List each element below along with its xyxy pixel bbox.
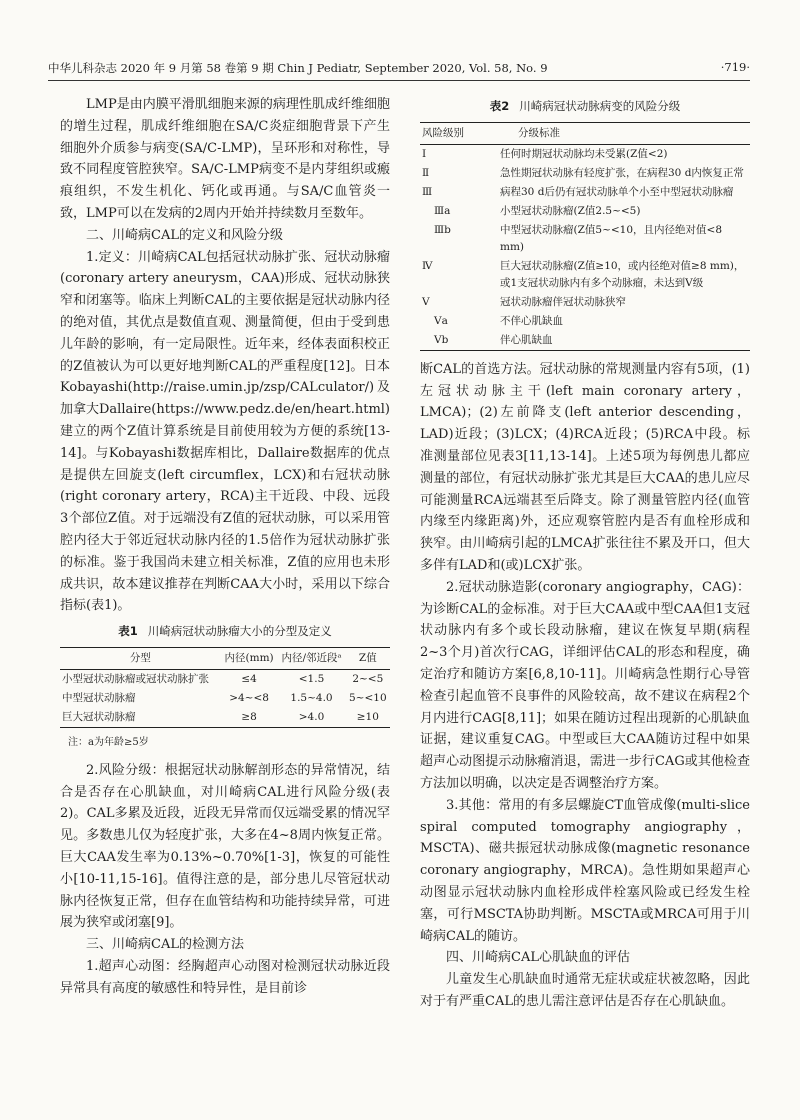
paragraph-echo: 1.超声心动图：经胸超声心动图对检测冠状动脉近段异常具有高度的敏感性和特异性，是目前诊 bbox=[60, 958, 390, 996]
table-cell: 1.5~4.0 bbox=[290, 691, 333, 704]
paragraph-measurement: 断CAL的首选方法。冠状动脉的常规测量内容有5项，(1)左冠状动脉主干(left main coronary artery，LMCA)；(2)左前降支(left anterior descending，LAD)近段；(3)LCX；(4)RCA近段；(5)RCA中段。标准测量部位见表3[11,13-14]。上述5项为每例患儿都应测量的部位，有冠状动脉扩张尤其是巨大CAA的患儿应尽可能测量RCA远端甚至后降支。除了测量管腔内径(血管内缘至内缘距离)外，还应观察管腔内是否有血栓形成和狭窄。由川崎病引起的LMCA扩张往往不累及开口，但大多伴有LAD和(或)LCX扩张。 bbox=[420, 361, 750, 573]
table-row bbox=[420, 257, 750, 293]
table1 bbox=[60, 647, 390, 728]
table-cell: <1.5 bbox=[298, 672, 325, 685]
table1-caption bbox=[60, 621, 390, 643]
table-cell: >4~<8 bbox=[229, 691, 269, 704]
paragraph-risk-grading: 2.风险分级：根据冠状动脉解剖形态的异常情况，结合是否存在心肌缺血，对川崎病CAL进行风险分级(表2)。CAL多累及近段，近段无异常而仅远端受累的情况罕见。多数患儿仅为轻度扩张，大多在4~8周内恢复正常。巨大CAA发生率为0.13%~0.70%[1-3]，恢复的可能性小[10-11,15-16]。值得注意的是，部分患儿尽管冠状动脉内径恢复正常，但存在血管结构和功能持续异常，可进展为狭窄或闭塞[9]。 bbox=[60, 762, 390, 931]
paragraph-definition: 1.定义：川崎病CAL包括冠状动脉扩张、冠状动脉瘤(coronary artery aneurysm，CAA)形成、冠状动脉狭窄和闭塞等。临床上判断CAL的主要依据是冠状动脉内径的绝对值，其优点是数值直观、测量简便，但由于受到患儿年龄的影响，有一定局限性。近年来，经体表面积校正的Z值被认为可以更好地判断CAL的严重程度[12]。日本Kobayashi(http://raise.umin.jp/zsp/CALculator/)及加拿大Dallaire(https://www.pedz.de/en/heart.html)建立的两个Z值计算系统是目前使用较为方便的系统[13-14]。与Kobayashi数据库相比，Dallaire数据库的优点是提供左回旋支(left circumflex，LCX)和右冠状动脉(right coronary artery，RCA)主干近段、中段、远段3个部位Z值。对于远端没有Z值的冠状动脉，可以采用管腔内径大于邻近冠状动脉内径的1.5倍作为冠状动脉扩张的标准。鉴于我国尚未建立相关标准，Z值的应用也未形成共识，故本建议推荐在判断CAA大小时，采用以下综合指标(表1)。 bbox=[60, 249, 391, 614]
table-row bbox=[60, 689, 390, 708]
table-row bbox=[420, 144, 750, 164]
table-row bbox=[60, 669, 390, 689]
table1-header: 分型 bbox=[60, 647, 221, 669]
table-row bbox=[420, 202, 750, 221]
table-cell: Ⅲ bbox=[422, 185, 433, 198]
table-cell: ≥8 bbox=[221, 708, 278, 728]
table-cell: >4.0 bbox=[277, 708, 345, 728]
table1-header-row bbox=[60, 647, 390, 669]
table2-title: 川崎病冠状动脉病变的风险分级 bbox=[519, 99, 681, 113]
table-row bbox=[60, 708, 390, 728]
table2-header: 风险级别 bbox=[420, 122, 498, 144]
table-cell: 冠状动脉瘤伴冠状动脉狭窄 bbox=[500, 295, 626, 308]
table-cell: Ⅲb bbox=[434, 223, 451, 236]
table-cell: Ⅴb bbox=[420, 331, 498, 351]
table2-header-row bbox=[420, 122, 750, 144]
table-row bbox=[420, 293, 750, 312]
table-row bbox=[420, 183, 750, 202]
table-cell: 2~<5 bbox=[352, 672, 384, 685]
paragraph-ischemia: 儿童发生心肌缺血时通常无症状或症状被忽略，因此对于有严重CAL的患儿需注意评估是否存在心肌缺血。 bbox=[420, 972, 750, 1009]
table2-number: 表2 bbox=[489, 99, 510, 113]
header-rule bbox=[48, 80, 750, 81]
page-number: ·719· bbox=[720, 60, 750, 74]
table2-caption bbox=[420, 96, 750, 118]
table-cell: ≤4 bbox=[241, 672, 257, 685]
journal-citation: 中华儿科杂志 2020 年 9 月第 58 卷第 9 期 Chin J Pediatr, September 2020, Vol. 58, No. 9 bbox=[48, 61, 548, 75]
section-heading-4: 四、川崎病CAL心肌缺血的评估 bbox=[446, 950, 630, 966]
table2-header: 分级标准 bbox=[498, 122, 750, 144]
table-cell: 急性期冠状动脉有轻度扩张，在病程30 d内恢复正常 bbox=[500, 166, 744, 179]
table1-header: 内径(mm) bbox=[221, 647, 278, 669]
table-cell: 不伴心肌缺血 bbox=[500, 314, 563, 327]
table-cell: 巨大冠状动脉瘤(Z值≥10，或内径绝对值≥8 mm)，或1支冠状动脉内有多个动脉瘤，未达到Ⅴ级 bbox=[500, 259, 745, 289]
table-cell: 伴心肌缺血 bbox=[498, 331, 750, 351]
table-cell: 病程30 d后仍有冠状动脉单个小至中型冠状动脉瘤 bbox=[500, 185, 734, 198]
table-row bbox=[420, 164, 750, 183]
table-cell: Ⅳ bbox=[422, 259, 433, 272]
table1-header: 内径/邻近段ᵃ bbox=[277, 647, 345, 669]
table2 bbox=[420, 122, 750, 351]
table1-title: 川崎病冠状动脉瘤大小的分型及定义 bbox=[147, 624, 332, 639]
table-cell: 中型冠状动脉瘤(Z值5~<10，且内径绝对值<8 mm) bbox=[500, 223, 723, 253]
table-row bbox=[420, 221, 750, 257]
table-row bbox=[420, 331, 750, 351]
section-heading-3: 三、川崎病CAL的检测方法 bbox=[86, 937, 244, 953]
table-cell: 任何时期冠状动脉均未受累(Z值<2) bbox=[500, 147, 668, 160]
table-cell: 小型冠状动脉瘤(Z值2.5~<5) bbox=[500, 204, 641, 217]
table-cell: ≥10 bbox=[346, 708, 390, 728]
right-column bbox=[420, 94, 750, 1013]
section-heading-2: 二、川崎病CAL的定义和风险分级 bbox=[86, 227, 283, 243]
table-cell: 中型冠状动脉瘤 bbox=[62, 691, 136, 704]
table-cell: 5~<10 bbox=[348, 691, 387, 704]
table-cell: Ⅴa bbox=[434, 314, 448, 327]
table1-header: Z值 bbox=[346, 647, 390, 669]
running-header bbox=[48, 60, 750, 80]
table-cell: 巨大冠状动脉瘤 bbox=[60, 708, 221, 728]
table-cell: Ⅴ bbox=[422, 295, 430, 308]
table-cell: Ⅱ bbox=[422, 166, 430, 179]
left-column bbox=[60, 94, 390, 999]
table-row bbox=[420, 312, 750, 331]
paragraph-angiography: 2.冠状动脉造影(coronary angiography，CAG)：为诊断CAL的金标准。对于巨大CAA或中型CAA但1支冠状动脉内有多个或长段动脉瘤，建议在恢复早期(病程2~3个月)首次行CAG，详细评估CAL的形态和程度，确定治疗和随访方案[6,8,10-11]。川崎病急性期行心导管检查引起血管不良事件的风险较高，故不建议在病程2个月内进行CAG[8,11]；如果在随访过程出现新的心肌缺血证据，建议重复CAG。中型或巨大CAA随访过程中如果超声心动图提示动脉瘤消退，需进一步行CAG或其他检查方法加以明确，以决定是否调整治疗方案。 bbox=[420, 579, 750, 791]
table1-note: 注：a为年龄≥5岁 bbox=[68, 736, 149, 748]
paragraph-other-imaging: 3.其他：常用的有多层螺旋CT血管成像(multi-slice spiral computed tomography angiography，MSCTA)、磁共振冠状动脉成像(magnetic resonance coronary angiography，MRCA)。急性期如果超声心动图显示冠状动脉内血栓形成伴栓塞风险或已经发生栓塞，可行MSCTA协助判断。MSCTA或MRCA可用于川崎病CAL的随访。 bbox=[420, 797, 750, 944]
paragraph-lmp: LMP是由内膜平滑肌细胞来源的病理性肌成纤维细胞的增生过程，肌成纤维细胞在SA/C炎症细胞背景下产生细胞外介质参与病变(SA/C-LMP)，呈环形和对称性，导致不同程度管腔狭窄。SA/C-LMP病变不是内芽组织或瘢痕组织，不发生机化、钙化或再通。与SA/C血管炎一致，LMP可以在发病的2周内开始并持续数月至数年。 bbox=[60, 97, 390, 221]
table-cell: Ⅰ bbox=[422, 147, 427, 160]
table-cell: Ⅲa bbox=[434, 204, 451, 217]
table1-number: 表1 bbox=[118, 624, 138, 639]
table-cell: 小型冠状动脉瘤或冠状动脉扩张 bbox=[62, 672, 209, 685]
